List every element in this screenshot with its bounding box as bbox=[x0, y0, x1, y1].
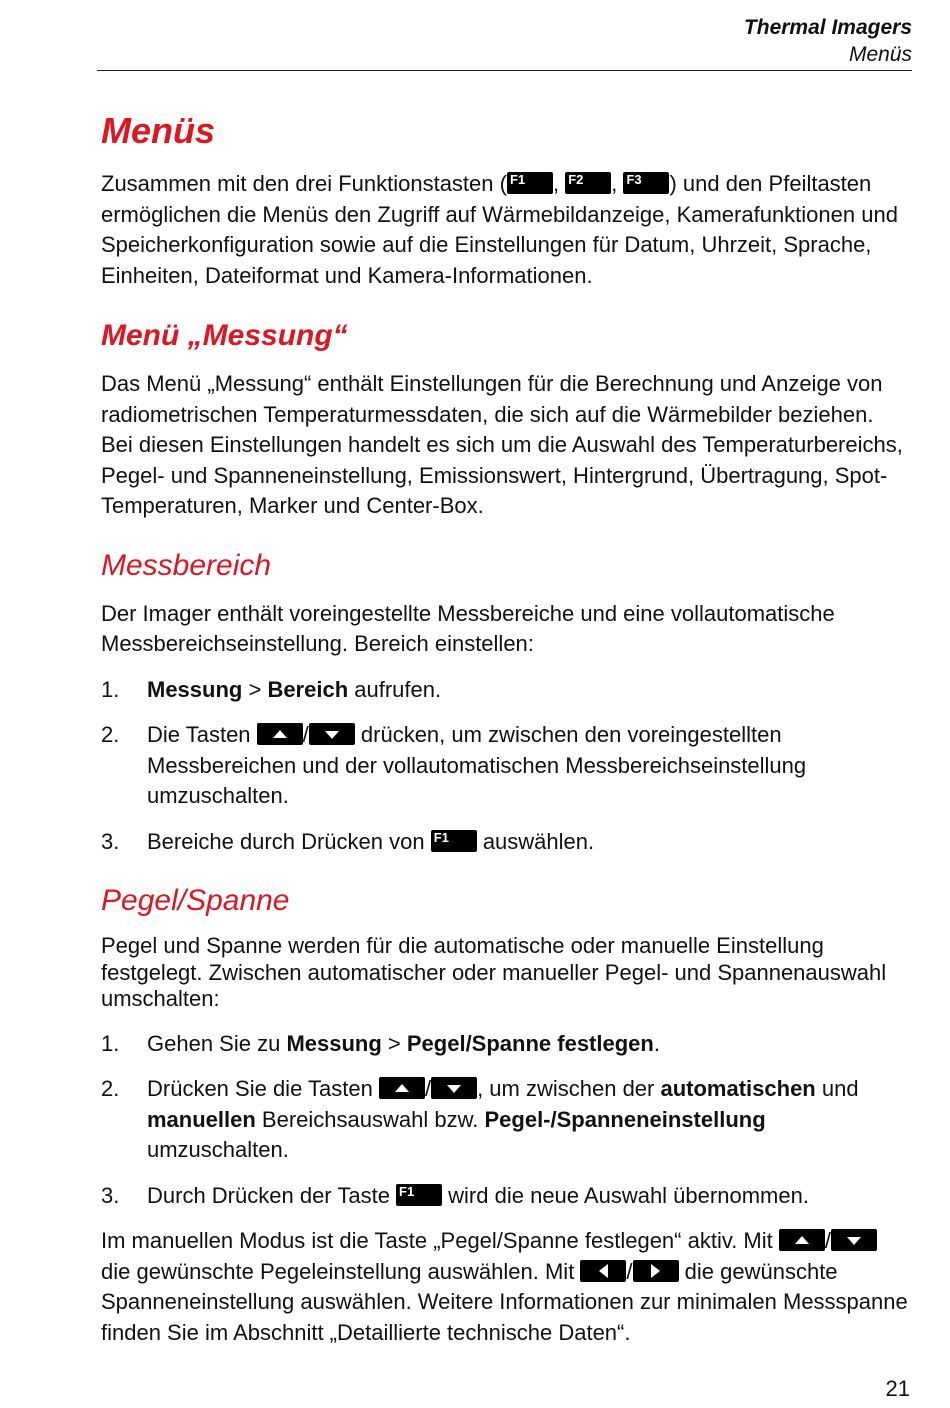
messung-paragraph: Das Menü „Messung“ enthält Einstellungen für die Berechnung und Anzeige von radiometrischen Temperaturmessdaten, die sich auf die Wärmebilder beziehen. Bei diesen Einstellungen handelt es sich um die Auswahl des Temperaturbereichs, Pegel- und Spanneneinstellung, Emissionswert, Hintergrund, Übertragung, Spot-Temperaturen, Marker und Center-Box. bbox=[101, 371, 903, 518]
down-arrow-key-icon bbox=[431, 1077, 477, 1099]
step-number: 3. bbox=[101, 828, 120, 854]
key-slash: / bbox=[626, 1258, 633, 1284]
step-text: Drücken Sie die Tasten bbox=[147, 1076, 379, 1101]
up-arrow-key-icon bbox=[779, 1229, 825, 1251]
manual-text-b: die gewünschte Pegeleinstellung auswählen. Mit bbox=[101, 1258, 581, 1284]
menu-path-messung: Messung bbox=[147, 676, 243, 702]
step-text: . bbox=[653, 1030, 660, 1056]
menu-path-messung: Messung bbox=[286, 1030, 382, 1056]
f1-key-label: F1 bbox=[509, 172, 526, 187]
step-text: Durch Drücken der Taste bbox=[147, 1182, 397, 1208]
step-number: 3. bbox=[101, 1182, 120, 1208]
step-text: und bbox=[815, 1076, 859, 1101]
step-text: Gehen Sie zu bbox=[147, 1030, 287, 1056]
menu-path-bereich: Bereich bbox=[267, 676, 349, 702]
step-number: 2. bbox=[101, 722, 120, 747]
f2-key-icon bbox=[565, 172, 611, 194]
step-text: Die Tasten bbox=[147, 722, 257, 747]
key-slash: / bbox=[824, 1228, 831, 1253]
list-item bbox=[101, 675, 911, 706]
f1-key-icon bbox=[396, 1184, 442, 1206]
f1-key-label: F1 bbox=[433, 829, 449, 845]
key-slash: / bbox=[424, 1076, 432, 1101]
list-item bbox=[101, 1029, 911, 1060]
path-separator: > bbox=[381, 1030, 407, 1056]
path-separator: > bbox=[242, 676, 268, 702]
step-text: Bereiche durch Drücken von bbox=[147, 828, 431, 854]
messbereich-paragraph: Der Imager enthält voreingestellte Messbereiche und eine vollautomatische Messbereichseinstellung. Bereich einstellen: bbox=[101, 600, 835, 656]
term-pegel-spanneneinstellung: Pegel-/Spanneneinstellung bbox=[484, 1106, 766, 1132]
page-number: 21 bbox=[885, 1376, 910, 1401]
intro-comma-2: , bbox=[611, 171, 618, 196]
messbereich-steps bbox=[101, 675, 911, 858]
down-arrow-key-icon bbox=[309, 723, 355, 745]
menu-path-pegel-spanne: Pegel/Spanne festlegen bbox=[406, 1030, 654, 1056]
intro-text-d: ) und den Pfeiltasten ermöglichen die Menüs den Zugriff auf Wärmebildanzeige, Kamerafunktionen und Speicherkonfiguration sowie auf die Einstellungen für Datum, Uhrzeit, Sprache, Einheiten, Dateiformat und Kamera-Informationen. bbox=[101, 171, 898, 288]
manual-mode-paragraph bbox=[101, 1226, 911, 1348]
step-text: aufrufen. bbox=[348, 676, 442, 702]
list-item bbox=[101, 1181, 911, 1212]
page-content bbox=[101, 106, 911, 1348]
page-header bbox=[97, 14, 912, 71]
f1-key-icon bbox=[431, 830, 477, 852]
section-title-messung: Menü „Messung“ bbox=[101, 319, 348, 352]
header-title: Thermal Imagers bbox=[743, 16, 912, 39]
up-arrow-key-icon bbox=[257, 723, 303, 745]
manual-text-a: Im manuellen Modus ist die Taste „Pegel/Spanne festlegen“ aktiv. Mit bbox=[101, 1228, 779, 1253]
step-text: , um zwischen der bbox=[477, 1076, 661, 1101]
list-item bbox=[101, 720, 911, 812]
manual-text-c: die gewünschte Spanneneinstellung auswählen. Weitere Informationen zur minimalen Messspanne finden Sie im Abschnitt „Detaillierte technische Daten“. bbox=[101, 1258, 908, 1345]
header-subtitle: Menüs bbox=[848, 43, 912, 66]
up-arrow-key-icon bbox=[379, 1077, 425, 1099]
step-text: wird die neue Auswahl übernommen. bbox=[442, 1182, 809, 1208]
step-number: 1. bbox=[101, 676, 120, 702]
left-arrow-key-icon bbox=[580, 1260, 626, 1282]
f2-key-label: F2 bbox=[568, 172, 584, 187]
key-slash: / bbox=[302, 722, 309, 747]
step-number: 1. bbox=[101, 1030, 120, 1056]
f1-key-icon bbox=[507, 172, 553, 194]
list-item bbox=[101, 827, 911, 858]
step-text: umzuschalten. bbox=[147, 1137, 289, 1162]
f1-key-label: F1 bbox=[399, 1183, 415, 1199]
term-manuellen: manuellen bbox=[147, 1106, 256, 1132]
right-arrow-key-icon bbox=[633, 1260, 679, 1282]
section-title-messbereich: Messbereich bbox=[101, 548, 272, 582]
intro-comma-1: , bbox=[552, 171, 560, 196]
step-number: 2. bbox=[101, 1076, 120, 1101]
list-item bbox=[101, 1074, 911, 1166]
f3-key-icon bbox=[623, 172, 669, 194]
section-title-menus: Menüs bbox=[101, 110, 216, 151]
step-text: Bereichsauswahl bzw. bbox=[255, 1106, 485, 1132]
pegel-steps bbox=[101, 1029, 911, 1212]
step-text: auswählen. bbox=[476, 828, 595, 854]
intro-text-a: Zusammen mit den drei Funktionstasten ( bbox=[101, 171, 507, 196]
down-arrow-key-icon bbox=[831, 1229, 877, 1251]
intro-paragraph bbox=[101, 169, 911, 291]
f3-key-label: F3 bbox=[626, 172, 642, 187]
step-text: drücken, um zwischen den voreingestellten Messbereichen und der vollautomatischen Messbereichseinstellung umzuschalten. bbox=[147, 722, 807, 808]
term-automatischen: automatischen bbox=[660, 1076, 816, 1101]
pegel-paragraph: Pegel und Spanne werden für die automatische oder manuelle Einstellung festgelegt. Zwischen automatischer oder manueller Pegel- und Spannenauswahl umschalten: bbox=[101, 933, 887, 1011]
section-title-pegel-spanne: Pegel/Spanne bbox=[101, 884, 290, 917]
